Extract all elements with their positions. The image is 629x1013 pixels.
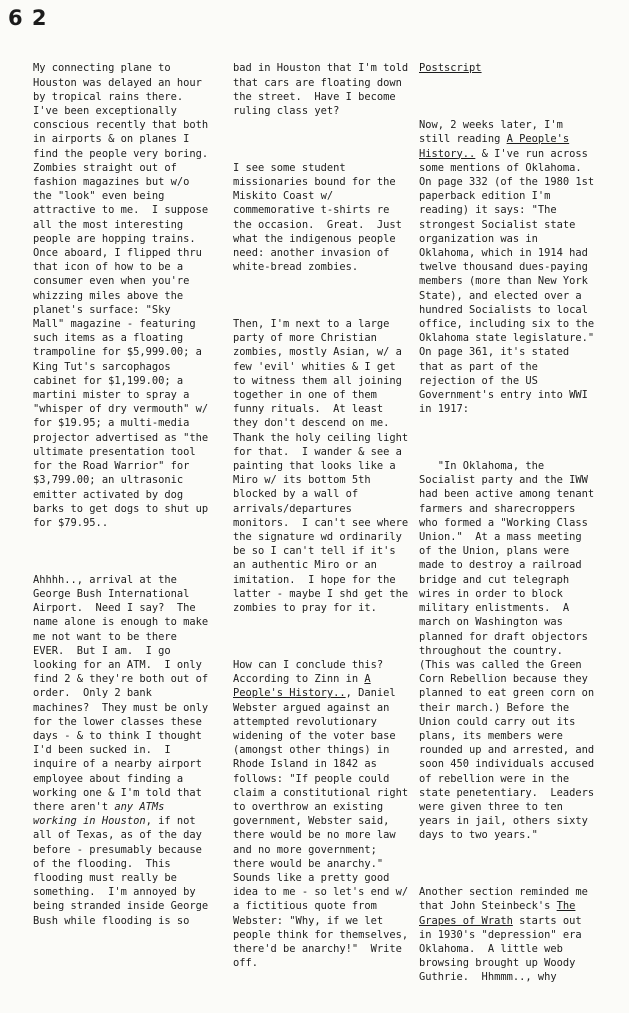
column-3 xyxy=(419,33,594,1013)
paragraph-ruling-class: bad in Houston that I'm told that cars are floating down the street. Have I become ruling class yet? xyxy=(233,62,409,118)
text-span: Another section reminded me that John Steinbeck's xyxy=(419,886,588,913)
book-title: A People's xyxy=(506,133,570,146)
text-span: , if not all of Texas, as of the day before - presumably because of the flooding. This flooding must really be something. I'm annoyed by being stranded inside George Bush while flooding is so xyxy=(33,815,209,927)
page-number: 6 2 xyxy=(8,6,48,30)
paragraph-steinbeck xyxy=(419,885,594,984)
paragraph-christian-zombies: Then, I'm next to a large party of more Christian zombies, mostly Asian, w/ a few 'evil' whities & I get to witness them all joining together in one of them funny rituals. At least they don't descend on me. Thank the holy ceiling light for that. I wander & see a painting that looks like a Miro w/ its bottom 5th blocked by a wall of arrivals/departures monitors. I can't see where the signature wd ordinarily be so I can't tell if it's an authentic Miro or an imitation. I hope for the latter - maybe I shd get the zombies to pray for it. xyxy=(233,318,409,615)
text-span: Now, 2 weeks later, I'm still reading xyxy=(419,119,563,146)
book-title: People's History.. xyxy=(233,687,346,700)
book-title: The xyxy=(556,900,576,913)
postscript-heading-line xyxy=(419,61,594,75)
column-2 xyxy=(233,33,408,999)
text-span: & I've run across some mentions of Oklahoma. On page 332 (of the 1980 1st paperback edition I'm reading) it says: "The strongest Socialist state organization was in Oklahoma, which in 1914 had twelve thousand dues-paying members (more than New York State), and elected over a hundred Socialists to local office, including six to the Oklahoma state legislature." On page 361, it's stated that as part of the rejection of the US Government's entry into WWI in 1917: xyxy=(419,147,595,416)
paragraph-plane-delay: My connecting plane to Houston was delayed an hour by tropical rains there. I've been exceptionally conscious recently that both in airports & on planes I find the people very boring. Zombies straight out of fashion magazines but w/o the "look" even being attractive to me. I suppose all the most interesting people are hopping trains. Once aboard, I flipped thru that icon of how to be a consumer even when you're whizzing miles above the planet's surface: "Sky Mall" magazine - featuring such items as a floating trampoline for $5,999.00; a King Tut's sarcophagos cabinet for $1,199.00; a martini mister to spray a "whisper of dry vermouth" w/ for $19.95; a multi-media projector advertised as "the ultimate presentation tool for the Road Warrior" for $3,799.00; an ultrasonic emitter activated by dog barks to get dogs to shut up for $79.95.. xyxy=(33,62,209,529)
column-1 xyxy=(33,33,208,956)
book-title: A xyxy=(364,673,371,686)
postscript-heading: Postscript xyxy=(419,62,482,75)
paragraph-missionaries: I see some student missionaries bound for the Miskito Coast w/ commemorative t-shirts re the occasion. Great. Just what the indigenous people need: another invasion of white-bread zombies. xyxy=(233,161,402,274)
text-span: Ahhhh.., arrival at the George Bush International Airport. Need I say? The name alone is enough to make me not want to be there EVER. But I am. I go looking for an ATM. I only find 2 & they're both out of order. Only 2 bank machines? They must be only for the lower classes these days - & to think I thought I'd been sucked in. I inquire of a nearby airport employee about finding a working one & I'm told that there aren't xyxy=(33,573,209,813)
text-span: , Daniel Webster argued against an attempted revolutionary widening of the voter base (amongst other things) in Rhode Island in 1842 as follows: "If people could claim a constitutional right to overthrow an existing government, Webster said, there would be no more law and no more government; there would be anarchy." Sounds like a pretty good idea to me - so let's end w/ a fictitious quote from Webster: "Why, if we let people think for themselves, there'd be anarchy!" Write off. xyxy=(233,687,409,970)
book-title: History.. xyxy=(419,147,476,160)
paragraph-conclusion xyxy=(233,658,408,970)
paragraph-oklahoma xyxy=(419,118,594,416)
book-title: Grapes of Wrath xyxy=(419,914,513,927)
italic-span: any ATMs working in Houston xyxy=(33,800,165,828)
text-span: starts out in 1930's "depression" era Oklahoma. A little web browsing brought up Woody Guthrie. Hhmmm.., why xyxy=(419,914,582,984)
paragraph-airport-arrival xyxy=(33,573,208,928)
text-span: How can I conclude this? According to Zinn in xyxy=(233,658,384,686)
paragraph-quote-green-corn: "In Oklahoma, the Socialist party and the IWW had been active among tenant farmers and sharecroppers who formed a "Working Class Union." At a mass meeting of the Union, plans were made to destroy a railroad bridge and cut telegraph wires in order to block military enlistments. A march on Washington was planned for draft objectors throughout the country. (This was called the Green Corn Rebellion because they planned to eat green corn on their march.) Before the Union could carry out its plans, its members were rounded up and arrested, and soon 450 individuals accused of rebellion were in the state penetentiary. Leaders were given three to ten years in jail, others sixty days to two years." xyxy=(419,460,595,842)
